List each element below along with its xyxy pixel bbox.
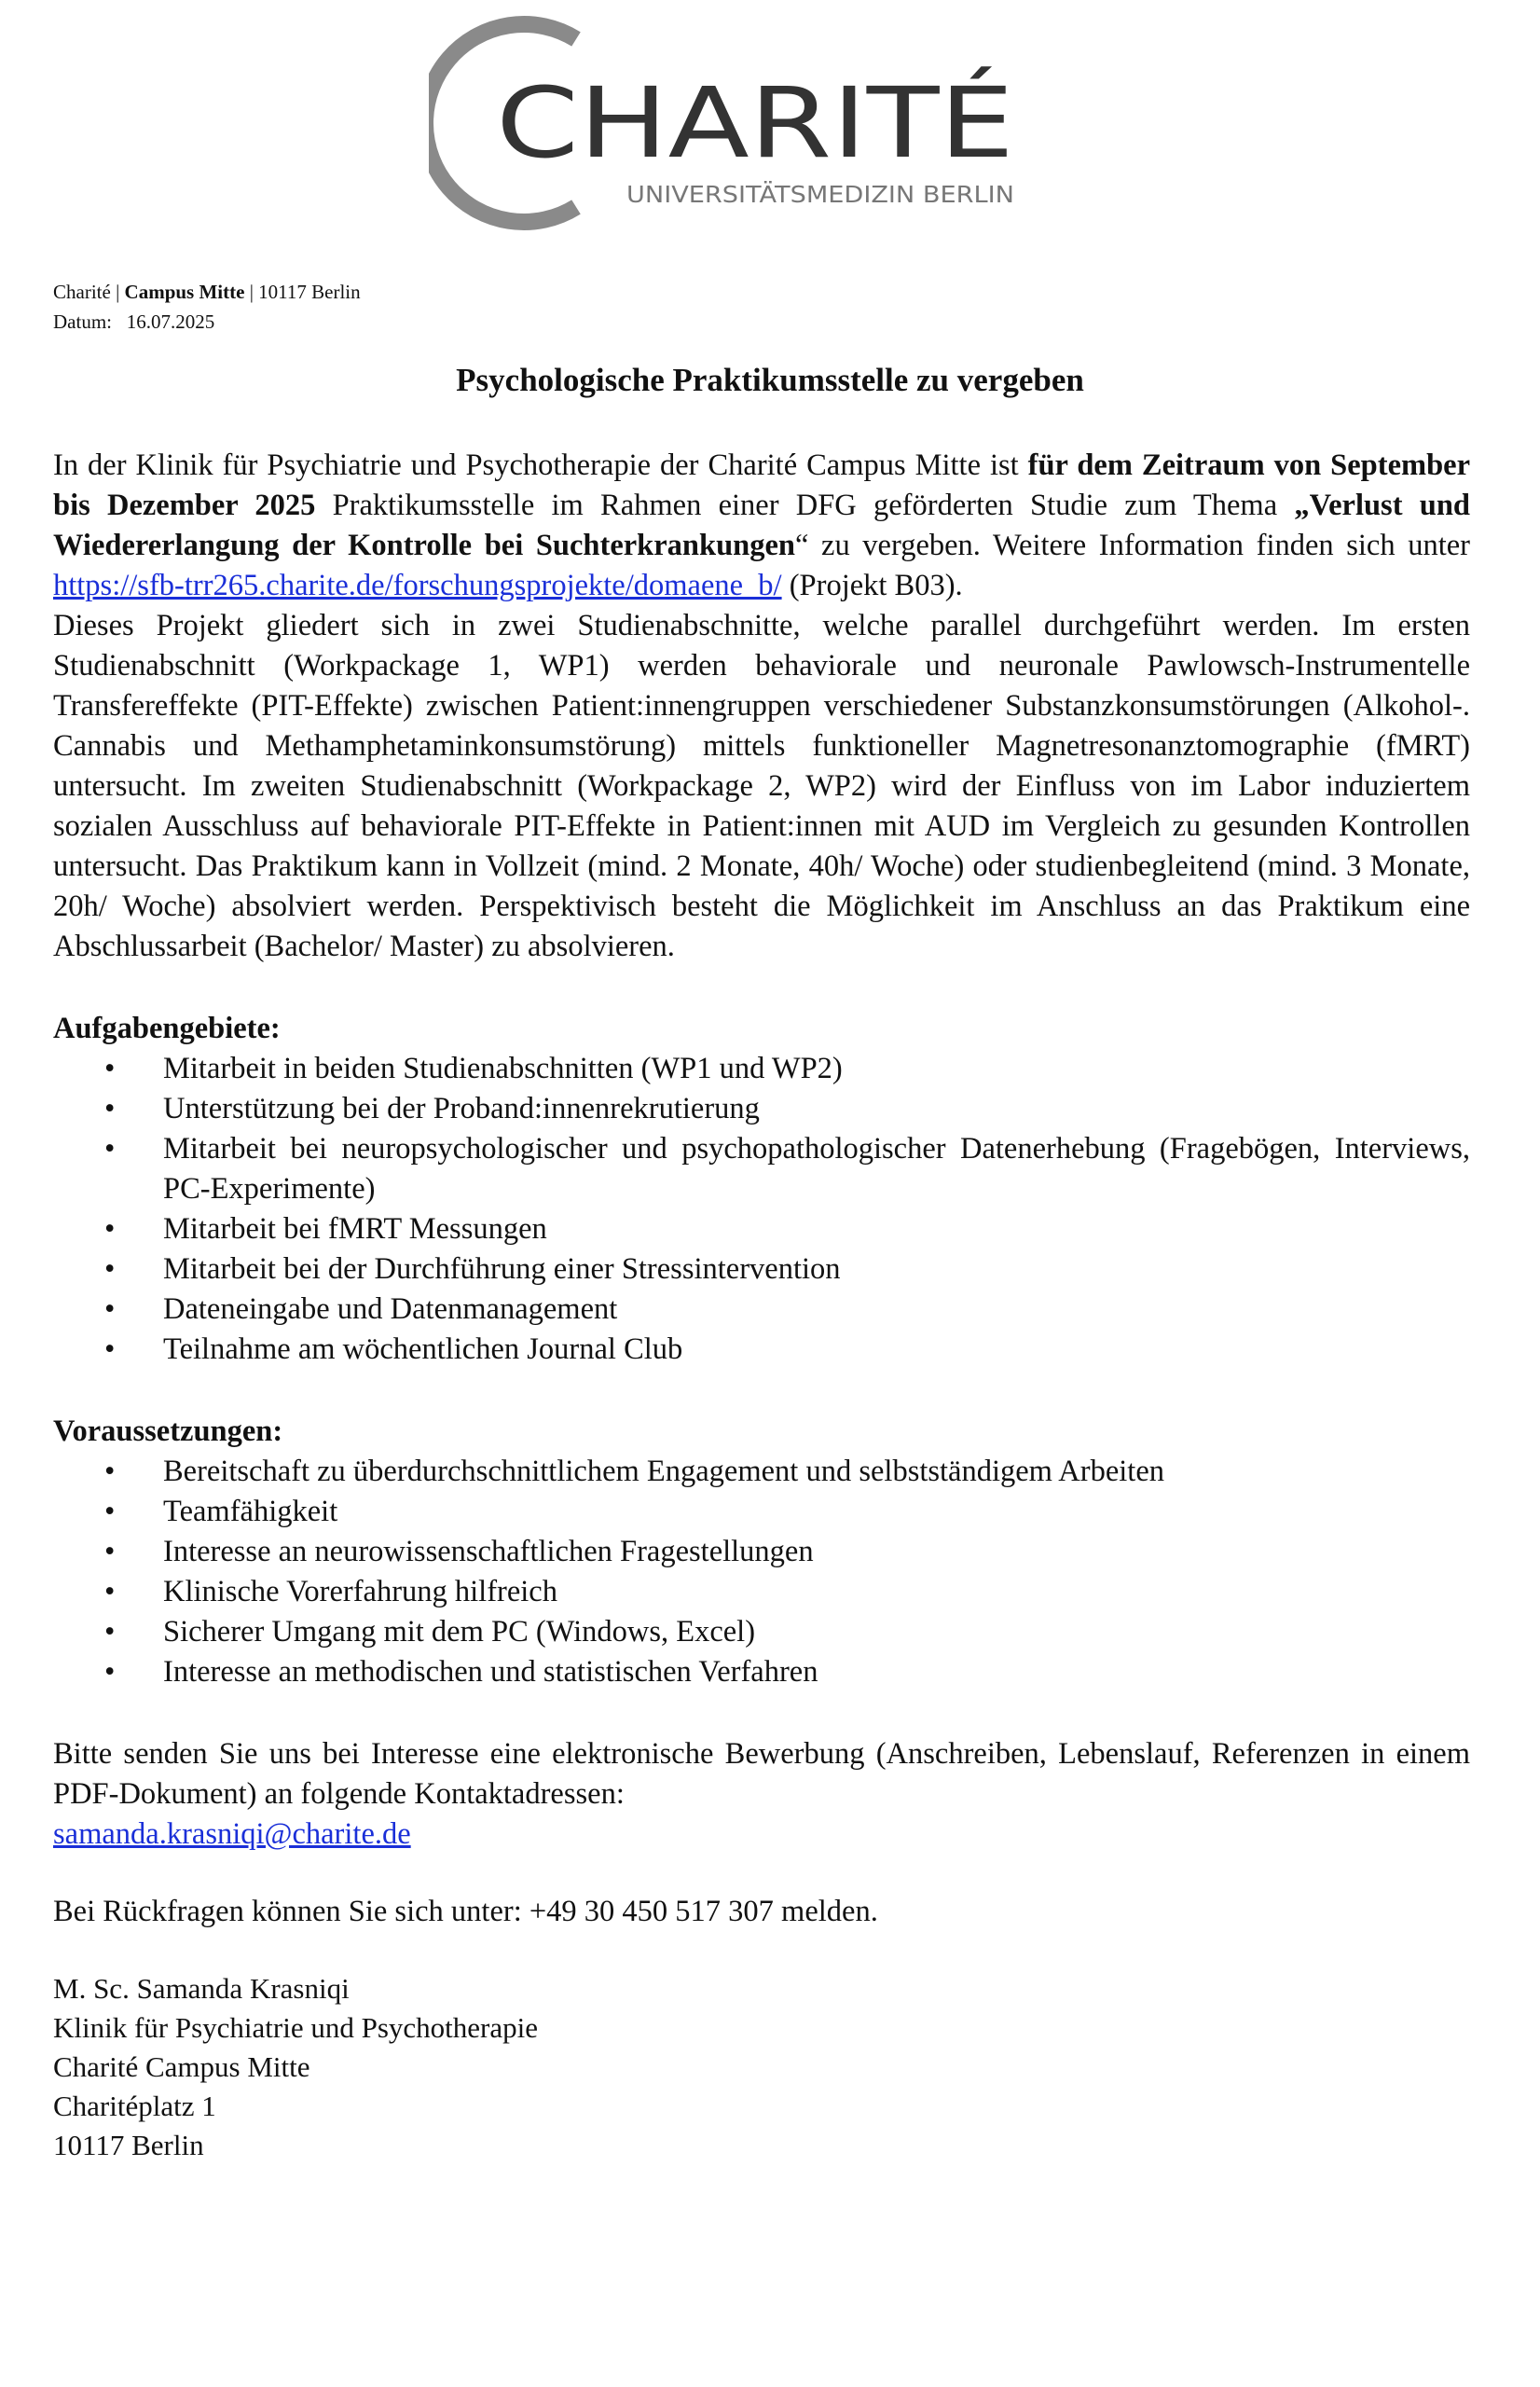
bullet-icon: • — [104, 1292, 116, 1326]
list-item: • Interesse an methodischen und statistischen Verfahren — [53, 1652, 1470, 1692]
bullet-icon: • — [104, 1052, 116, 1085]
date-value: 16.07.2025 — [126, 310, 215, 333]
intro-text: In der Klinik für Psychiatrie und Psychotherapie der Charité Campus Mitte ist — [53, 448, 1028, 482]
intro-text: (Projekt B03). — [781, 569, 963, 602]
sender-org: Charité — [53, 281, 111, 303]
document-title: Psychologische Praktikumsstelle zu vergeben — [456, 362, 1084, 398]
signature-city: 10117 Berlin — [53, 2129, 204, 2161]
questions-text: Bei Rückfragen können Sie sich unter: +49 30 450 517 307 melden. — [53, 1895, 878, 1928]
signature-block — [53, 1969, 1470, 2165]
charite-logo — [429, 9, 1044, 233]
bullet-icon: • — [104, 1212, 116, 1246]
bullet-icon: • — [104, 1655, 116, 1689]
bullet-icon: • — [104, 1455, 116, 1488]
sender-city: 10117 Berlin — [258, 281, 361, 303]
bullet-icon: • — [104, 1132, 116, 1166]
intro-text: Praktikumsstelle im Rahmen einer DFG geförderten Studie zum Thema — [315, 489, 1295, 522]
list-item: • Interesse an neurowissenschaftlichen Fragestellungen — [53, 1532, 1470, 1572]
list-item: • Sicherer Umgang mit dem PC (Windows, Excel) — [53, 1612, 1470, 1652]
bullet-icon: • — [104, 1332, 116, 1366]
bullet-icon: • — [104, 1615, 116, 1649]
tasks-heading: Aufgabengebiete: — [53, 1012, 281, 1045]
bullet-icon: • — [104, 1575, 116, 1608]
list-item: • Mitarbeit bei fMRT Messungen — [53, 1209, 1470, 1249]
list-item: • Bereitschaft zu überdurchschnittlichem Engagement und selbstständigem Arbeiten — [53, 1452, 1470, 1492]
signature-campus: Charité Campus Mitte — [53, 2050, 310, 2083]
contact-email-link[interactable]: samanda.krasniqi@charite.de — [53, 1817, 411, 1851]
requirements-heading: Voraussetzungen: — [53, 1414, 283, 1448]
bullet-icon: • — [104, 1252, 116, 1286]
list-item: • Unterstützung bei der Proband:innenrekrutierung — [53, 1089, 1470, 1129]
tasks-list — [53, 1049, 1470, 1370]
signature-street: Charitéplatz 1 — [53, 2090, 216, 2122]
sender-sep: | — [249, 281, 254, 303]
list-item: • Klinische Vorerfahrung hilfreich — [53, 1572, 1470, 1612]
sender-sep: | — [116, 281, 120, 303]
intro-paragraph — [53, 446, 1470, 606]
logo-wordmark: CHARITÉ — [496, 66, 1014, 180]
date-label: Datum: — [53, 310, 112, 333]
list-item: • Teilnahme am wöchentlichen Journal Club — [53, 1330, 1470, 1370]
intro-text: “ zu vergeben. Weitere Information finden sich unter — [794, 529, 1470, 562]
list-item: • Mitarbeit bei der Durchführung einer Stressintervention — [53, 1249, 1470, 1290]
list-item: • Teamfähigkeit — [53, 1492, 1470, 1532]
project-paragraph: Dieses Projekt gliedert sich in zwei Studienabschnitte, welche parallel durchgeführt werden. Im ersten Studienabschnitt (Workpackage 1, WP1) werden behaviorale und neuronale Pawlowsch-Instrumentelle Transfereffekte (PIT-Effekte) zwischen Patient:innengruppen verschiedener Substanzkonsumstörungen (Alkohol-. Cannabis und Methamphetaminkonsumstörung) mittels funktioneller Magnetresonanztomographie (fMRT) untersucht. Im zweiten Studienabschnitt (Workpackage 2, WP2) wird der Einfluss von im Labor induziertem sozialen Ausschluss auf behaviorale PIT-Effekte in Patient:innen mit AUD im Vergleich zu gesunden Kontrollen untersucht. Das Praktikum kann in Vollzeit (mind. 2 Monate, 40h/ Woche) oder studienbegleitend (mind. 3 Monate, 20h/ Woche) absolviert werden. Perspektivisch besteht die Möglichkeit im Anschluss an das Praktikum eine Abschlussarbeit (Bachelor/ Master) zu absolvieren. — [53, 609, 1470, 963]
intro-period: für dem Zeitraum von September bis Dezember 2025 — [53, 448, 1471, 522]
list-item: • Mitarbeit bei neuropsychologischer und psychopathologischer Datenerhebung (Fragebögen, Interviews, PC-Experimente) — [53, 1129, 1470, 1209]
application-text: Bitte senden Sie uns bei Interesse eine elektronische Bewerbung (Anschreiben, Lebenslauf, Referenzen in einem PDF-Dokument) an folgende Kontaktadressen: — [53, 1737, 1470, 1811]
date-line — [53, 307, 361, 337]
document-body — [53, 446, 1470, 2165]
sender-block — [53, 277, 361, 337]
bullet-icon: • — [104, 1535, 116, 1568]
list-item: • Mitarbeit in beiden Studienabschnitten (WP1 und WP2) — [53, 1049, 1470, 1089]
signature-clinic: Klinik für Psychiatrie und Psychotherapie — [53, 2011, 539, 2044]
bullet-icon: • — [104, 1495, 116, 1528]
requirements-list — [53, 1452, 1470, 1692]
study-topic: „Verlust und Wiedererlangung der Kontrolle bei Suchterkrankungen — [53, 489, 1470, 562]
signature-name: M. Sc. Samanda Krasniqi — [53, 1972, 350, 2005]
sender-campus: Campus Mitte — [124, 281, 245, 303]
sender-line — [53, 277, 361, 307]
list-item: • Dateneingabe und Datenmanagement — [53, 1290, 1470, 1330]
project-link[interactable]: https://sfb-trr265.charite.de/forschungsprojekte/domaene_b/ — [53, 569, 782, 602]
bullet-icon: • — [104, 1092, 116, 1125]
logo-subtitle: UNIVERSITÄTSMEDIZIN BERLIN — [626, 181, 1014, 208]
